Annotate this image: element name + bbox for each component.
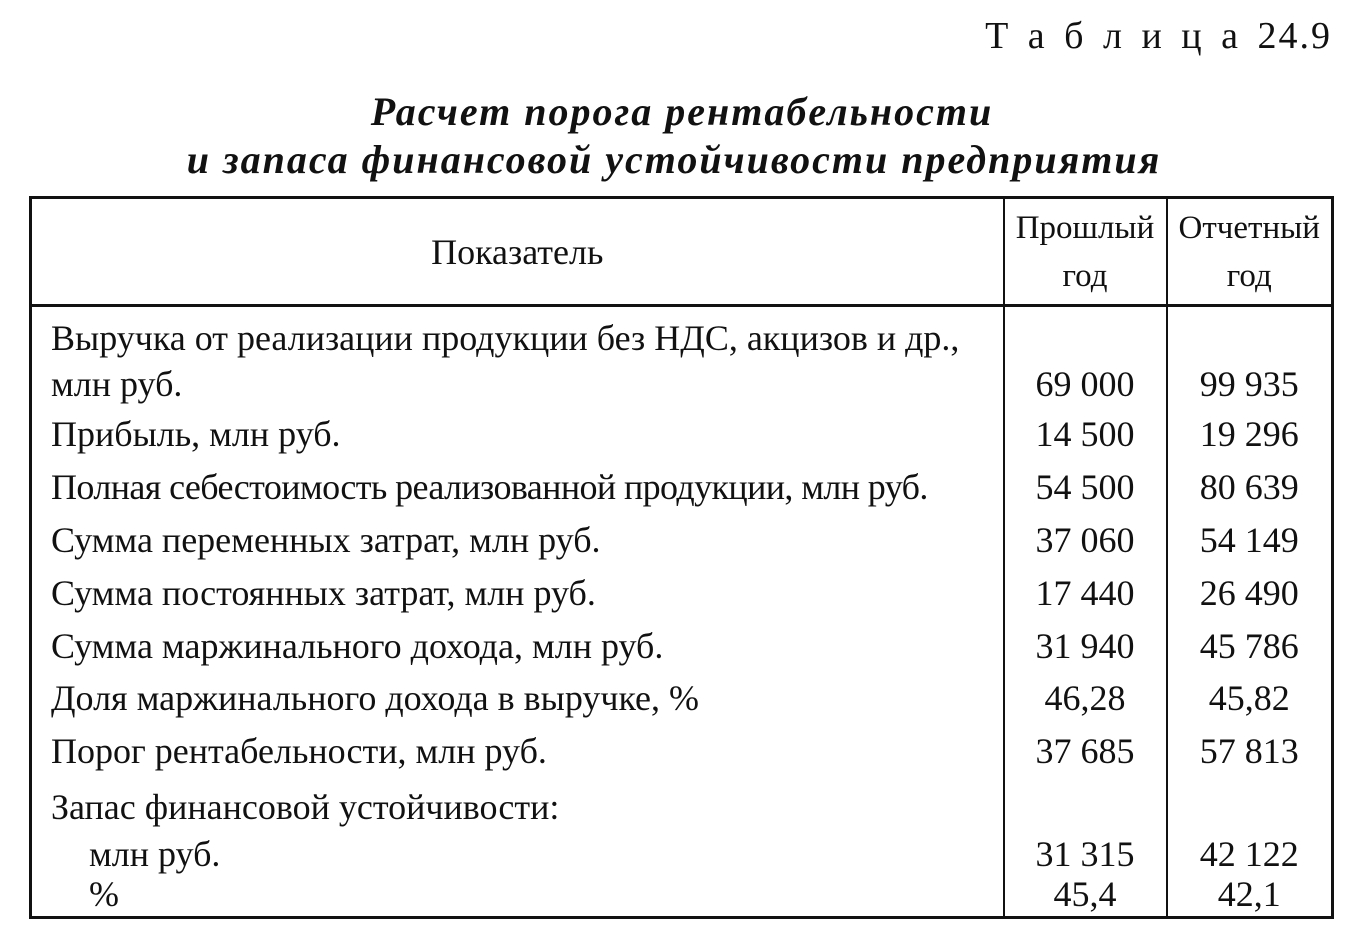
cell-previous: 31 940 [1004,619,1167,672]
row-label: Полная себестоимость реализованной продукции, млн руб. [51,466,928,507]
cell-reporting: 45,82 [1167,672,1333,725]
row-label: Сумма маржинального дохода, млн руб. [51,625,664,666]
cell-previous: 17 440 [1004,566,1167,619]
title-line-1: Расчет порога рентабельности [370,89,994,134]
safety-margin-reporting [1167,777,1333,917]
header-indicator: Показатель [31,198,1004,306]
cell-reporting-rub: 42 122 [1199,834,1299,874]
safety-margin-label: Запас финансовой устойчивости: [51,787,560,827]
cell-previous-percent: 45,4 [1053,874,1117,914]
cell-reporting: 80 639 [1167,460,1333,513]
cell-reporting: 19 296 [1167,407,1333,460]
safety-margin-previous [1004,777,1167,917]
table-row-fixed-costs [31,566,1333,619]
cell-reporting: 26 490 [1167,566,1333,619]
row-label: Прибыль, млн руб. [51,413,341,454]
header-reporting-year: Отчетный год [1167,198,1333,306]
cell-reporting-percent: 42,1 [1217,874,1281,914]
cell-reporting: 45 786 [1167,619,1333,672]
row-label: Сумма переменных затрат, млн руб. [51,519,601,560]
table-row-variable-costs [31,513,1333,566]
table-title [0,88,1364,184]
cell-previous: 54 500 [1004,460,1167,513]
cell-previous: 46,28 [1004,672,1167,725]
safety-margin-cell [31,777,1004,917]
header-row [31,198,1333,306]
table-row-break-even [31,724,1333,777]
cell-reporting: 54 149 [1167,513,1333,566]
row-label: Сумма постоянных затрат, млн руб. [51,572,596,613]
cell-previous: 37 685 [1004,724,1167,777]
table-row-marginal-income [31,619,1333,672]
table-row-full-cost [31,460,1333,513]
header-previous-year: Прошлый год [1004,198,1167,306]
table-row-marginal-share [31,672,1333,725]
cell-reporting: 99 935 [1167,306,1333,407]
title-line-2: и запаса финансовой устойчивости предприятия [186,137,1162,182]
cell-previous: 37 060 [1004,513,1167,566]
table-row-safety-margin [31,777,1333,917]
table-number: Т а б л и ц а 24.9 [985,15,1332,57]
safety-margin-unit-rub: млн руб. [89,834,221,874]
table-row-profit [31,407,1333,460]
cell-previous: 14 500 [1004,407,1167,460]
data-table [29,196,1334,919]
cell-previous-rub: 31 315 [1035,834,1135,874]
cell-previous: 69 000 [1004,306,1167,407]
row-label: Выручка от реализации продукции без НДС, акцизов и др., млн руб. [51,317,960,404]
table-row-revenue [31,306,1333,407]
row-label: Порог рентабельности, млн руб. [51,731,547,772]
cell-reporting: 57 813 [1167,724,1333,777]
safety-margin-unit-percent: % [89,874,119,914]
row-label: Доля маржинального дохода в выручке, % [51,678,700,719]
